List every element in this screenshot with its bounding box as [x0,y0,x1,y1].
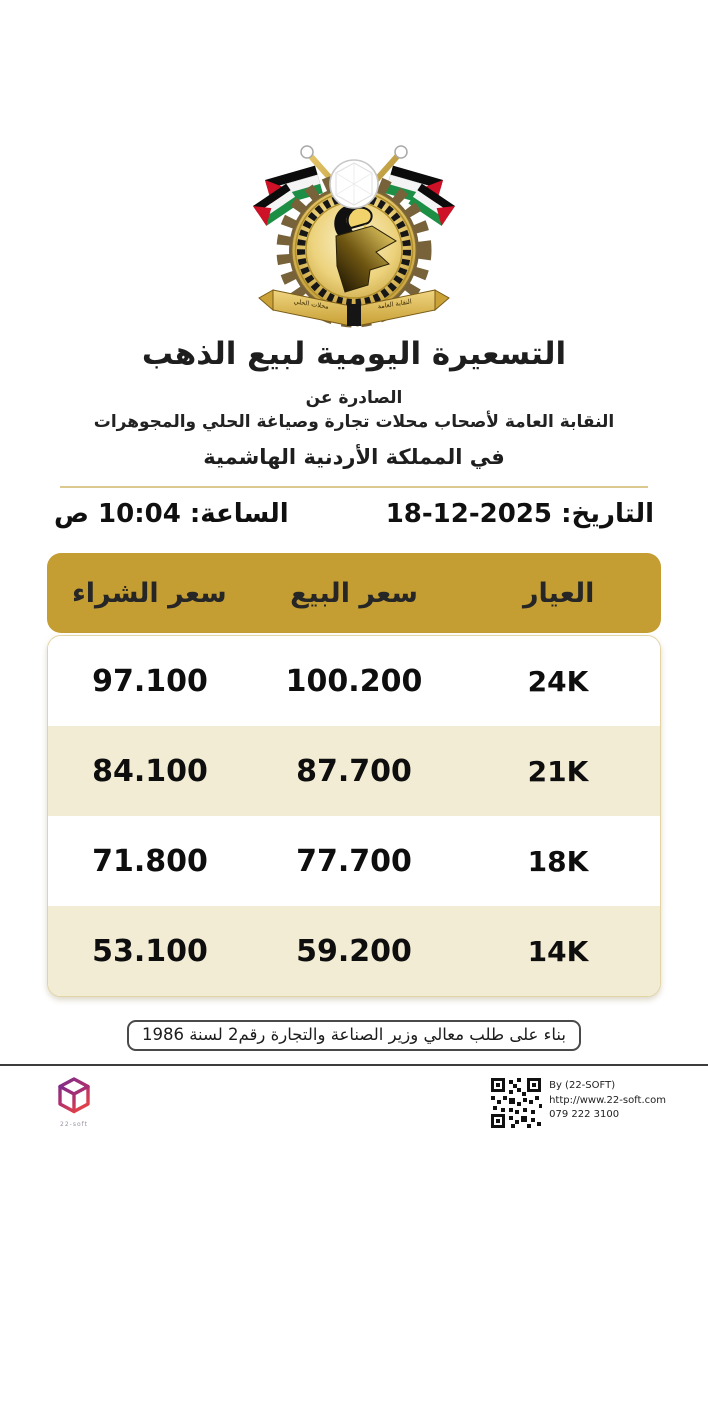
pearl-gem-icon [330,160,378,208]
ribbon-left-text: محلات الحلي [293,297,330,311]
syndicate-emblem-graphic [239,140,469,332]
buy-price-cell: 53.100 [92,933,208,969]
sell-price-cell: 77.700 [296,843,412,879]
header-buy-price: سعر الشراء [71,577,227,609]
footer [0,1066,708,1130]
header-sell-price: سعر البيع [290,577,418,609]
credit-by-line: By (22-SOFT) [549,1080,616,1091]
header-karat: العيار [523,577,595,609]
issued-by-label: الصادرة عن [305,388,403,408]
karat-cell: 24K [527,664,589,698]
country-line: في المملكة الأردنية الهاشمية [203,445,505,469]
time-field [54,499,289,529]
date-value: 18-12-2025 [385,499,553,529]
buy-price-cell: 97.100 [92,663,208,699]
syndicate-logo [239,140,469,332]
karat-cell: 21K [527,754,589,788]
table-row [48,726,660,816]
sell-price-cell: 100.200 [285,663,423,699]
table-row [48,906,660,996]
time-am-suffix: ص [54,499,89,529]
karat-cell: 14K [527,934,589,968]
credit-url: http://www.22-soft.com [549,1094,666,1106]
buy-price-cell: 84.100 [92,753,208,789]
date-label: التاريخ: [561,499,654,529]
decree-note: بناء على طلب معالي وزير الصناعة والتجارة رقم2 لسنة 1986 [127,1020,581,1051]
qr-code-icon [489,1076,543,1130]
software-credit [489,1076,666,1130]
issuer-name: النقابة العامة لأصحاب محلات تجارة وصياغة الحلي والمجوهرات [93,412,615,432]
table-body [47,635,661,997]
gold-price-table [47,553,661,997]
sell-price-cell: 59.200 [296,933,412,969]
time-label: الساعة: [189,499,289,529]
date-field [386,499,654,529]
cube-logo-icon [57,1076,91,1116]
sell-price-cell: 87.700 [296,753,412,789]
table-row [48,636,660,726]
table-header-row [47,553,661,633]
datetime-row [0,499,708,529]
time-value: 10:04 [98,499,181,529]
page-title: التسعيرة اليومية لبيع الذهب [141,336,567,372]
buy-price-cell: 71.800 [92,843,208,879]
table-row [48,816,660,906]
gold-divider [60,486,648,488]
vendor-logo [52,1076,96,1128]
karat-cell: 18K [527,844,589,878]
ribbon-right-text: النقابة العامة [377,297,413,311]
cube-logo-caption: 22-soft [60,1121,88,1128]
credit-phone: 079 222 3100 [549,1109,620,1120]
